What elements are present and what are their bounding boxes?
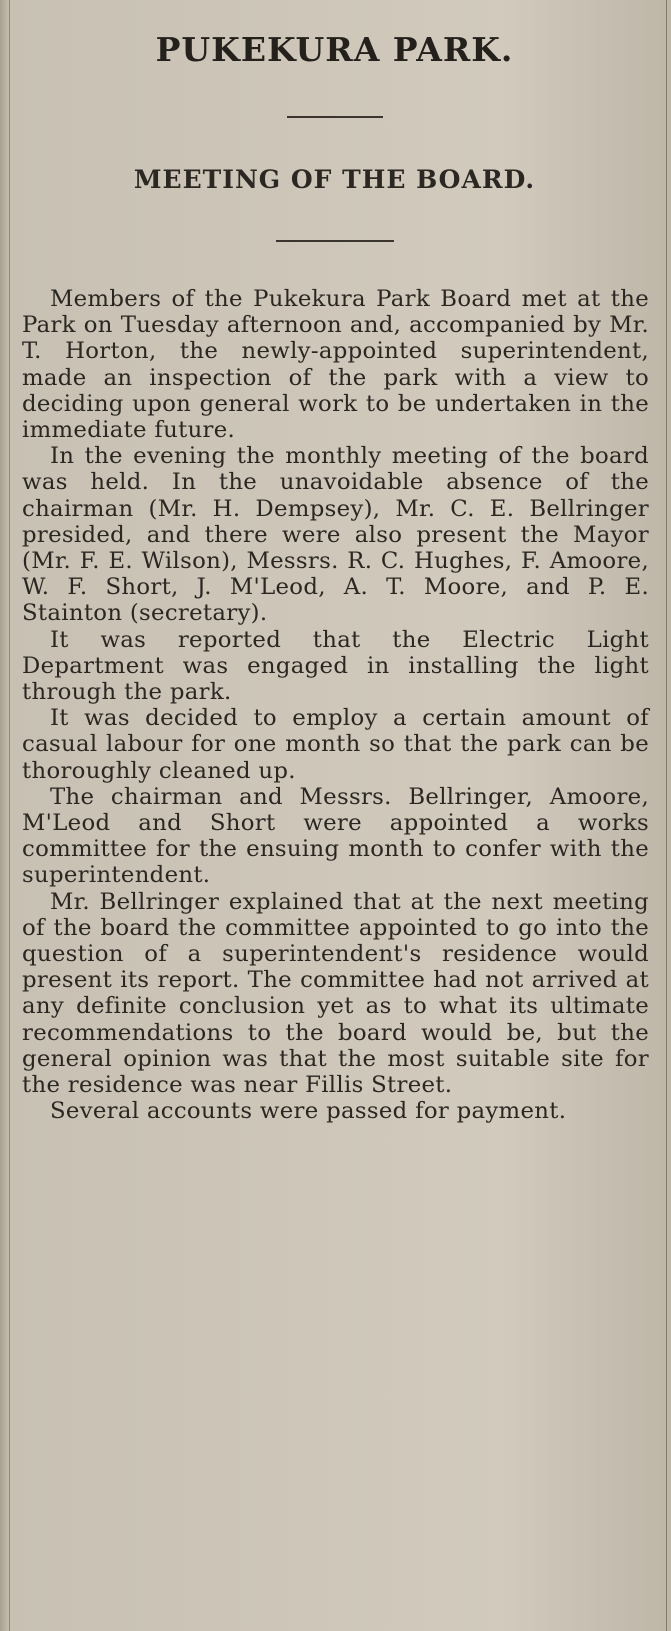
- column-rule-right: [666, 0, 667, 1631]
- paragraph-accounts: Several accounts were passed for payment.: [50, 1098, 567, 1125]
- paragraph-residence: Mr. Bellringer explained that at the next meeting of the board the committee appointed to go into the question of a superintendent's residence would present its report. The committee had not arrived at any definite conclusion yet as to what its ultimate recommendations to the board would be, but the general opinion was that the most suitable site for the residence was near Fillis Street.: [22, 888, 649, 1099]
- paragraph-attendance: In the evening the monthly meeting of the board was held. In the unavoidable absence of the chairman (Mr. H. Dempsey), Mr. C. E. Bellringer presided, and there were also present the Mayor (Mr. F. E. Wilson), Messrs. R. C. Hughes, F. Amoore, W. F. Short, J. M'Leod, A. T. Moore, and P. E. Stainton (secretary).: [22, 443, 649, 627]
- subheadline: MEETING OF THE BOARD.: [133, 165, 536, 194]
- headline-divider: [287, 116, 383, 118]
- paragraph-casual-labour: It was decided to employ a certain amount of casual labour for one month so that the park can be thoroughly cleaned up.: [22, 705, 649, 784]
- column-rule-left: [9, 0, 10, 1631]
- headline: PUKEKURA PARK.: [155, 30, 514, 69]
- subheadline-divider: [276, 240, 394, 242]
- paragraph-works-committee: The chairman and Messrs. Bellringer, Amoore, M'Leod and Short were appointed a works committee for the ensuing month to confer with the superintendent.: [22, 783, 649, 889]
- paragraph-inspection: Members of the Pukekura Park Board met at the Park on Tuesday afternoon and, accompanied by Mr. T. Horton, the newly-appointed superintendent, made an inspection of the park with a view to deciding upon general work to be undertaken in the immediate future.: [22, 286, 649, 444]
- paragraph-electric-light: It was reported that the Electric Light Department was engaged in installing the light through the park.: [22, 626, 649, 706]
- article-body: [20, 286, 649, 1125]
